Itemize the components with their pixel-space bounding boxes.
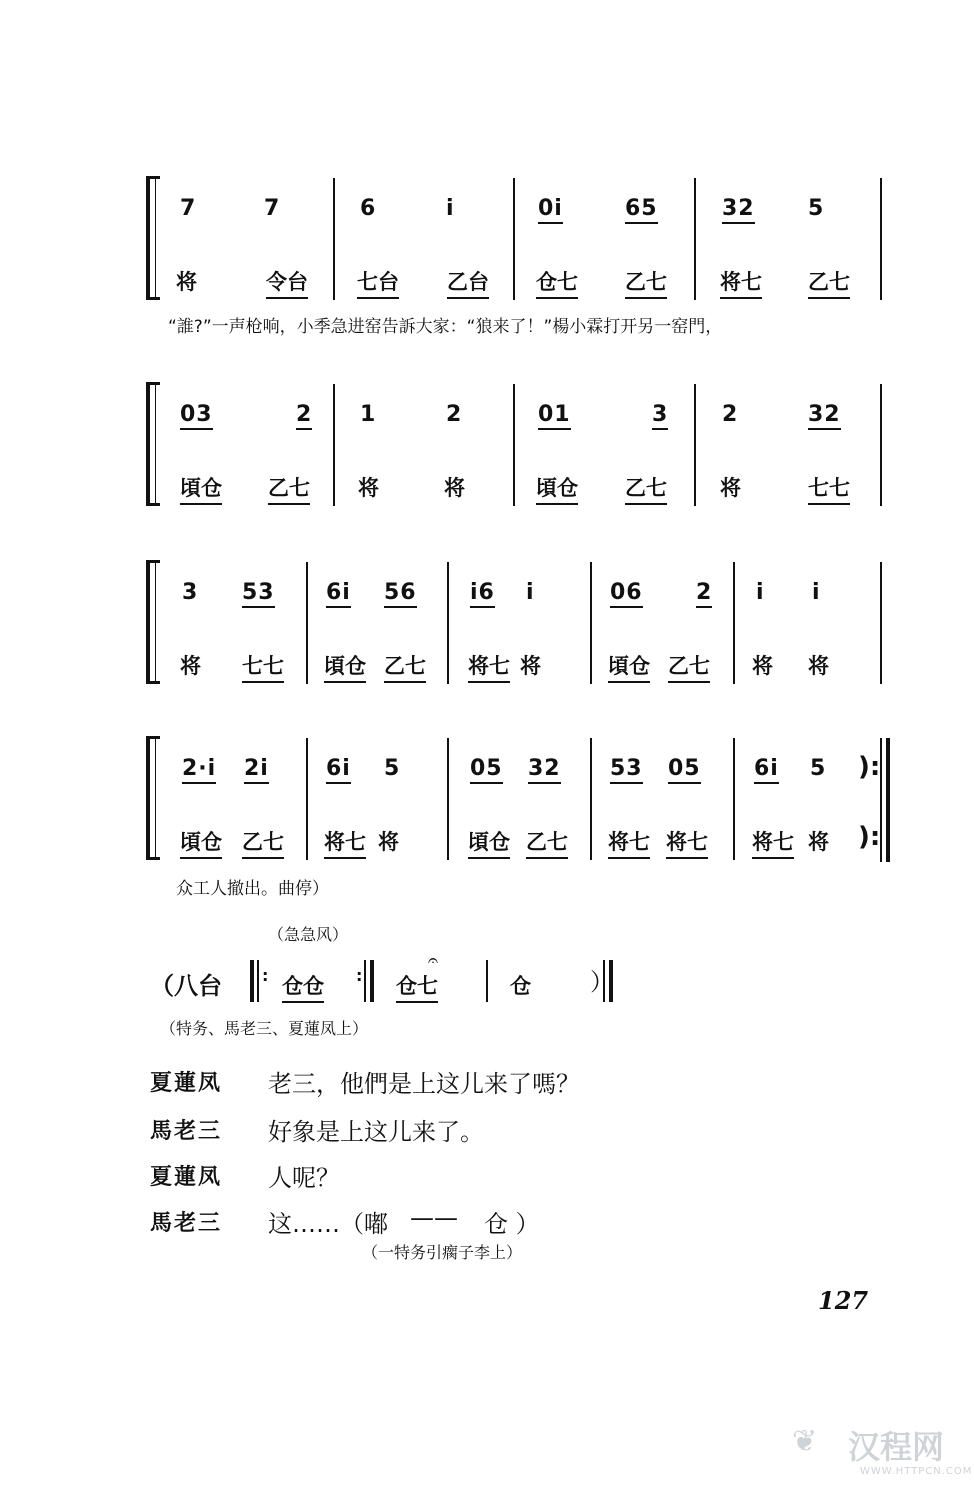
percussion-syllable: 乙七 (668, 650, 710, 683)
percussion-syllable: 将七 (468, 650, 510, 683)
note: 53 (610, 756, 643, 784)
percussion-syllable: 将 (444, 476, 465, 500)
interlude-open: （八台 (150, 972, 222, 1000)
percussion-syllable: 将 (176, 270, 197, 294)
barline (590, 562, 592, 684)
note: 1 (360, 402, 377, 427)
dialogue-line: 这……（嘟 (268, 1210, 388, 1238)
dialogue-line: 人呢？ (268, 1164, 340, 1192)
note: 2 (296, 402, 312, 430)
page-number: 127 (818, 1286, 869, 1315)
percussion-syllable: 頃仓 (608, 650, 650, 683)
note: 2i (244, 756, 269, 784)
percussion-syllable: 仓 (510, 974, 531, 998)
fermata-icon: 𝄐 (428, 950, 439, 971)
barline (447, 562, 449, 684)
speaker-name: 馬老三 (150, 1119, 223, 1144)
barline (590, 738, 592, 860)
tempo-marking: （急急风） (268, 925, 349, 944)
note: i (526, 580, 535, 605)
note: 0i (538, 196, 563, 224)
barline (306, 562, 308, 684)
repeat-dots: : (262, 966, 269, 985)
percussion-syllable: 将 (808, 830, 829, 854)
note: 32 (722, 196, 755, 224)
repeat-dots: : (356, 966, 363, 985)
note: 32 (528, 756, 561, 784)
percussion-syllable: 仓七 (396, 970, 438, 1003)
barline (880, 384, 882, 506)
percussion-syllable: 七七 (808, 472, 850, 505)
note: 65 (625, 196, 658, 224)
watermark-brand: 汉程网 (848, 1428, 945, 1466)
repeat-barline (250, 960, 254, 1002)
barline (880, 178, 882, 300)
barline (486, 960, 488, 1002)
percussion-syllable: 将 (180, 654, 201, 678)
stage-direction: （特务、馬老三、夏蓮凤上） (160, 1019, 369, 1038)
note: i6 (470, 580, 495, 608)
final-barline (603, 960, 605, 1002)
system-bracket (146, 560, 160, 684)
percussion-syllable: 頃仓 (180, 826, 222, 859)
interlude-close: ） (590, 968, 614, 996)
dialogue-dash: —— (410, 1204, 458, 1232)
note: 56 (384, 580, 417, 608)
percussion-syllable: 将 (720, 476, 741, 500)
repeat-sign: ): (858, 822, 881, 852)
barline (306, 738, 308, 860)
note: 2 (696, 580, 712, 608)
stage-direction: 众工人撤出。曲停） (176, 879, 329, 899)
system-bracket (146, 382, 160, 506)
percussion-syllable: 将七 (608, 826, 650, 859)
barline (333, 384, 335, 506)
note: 5 (810, 756, 827, 781)
barline (733, 562, 735, 684)
note: 6 (360, 196, 377, 221)
barline (733, 738, 735, 860)
percussion-syllable: 仓仓 (282, 970, 324, 1003)
percussion-syllable: 将 (520, 654, 541, 678)
note: 01 (538, 402, 571, 430)
percussion-syllable: 乙七 (384, 650, 426, 683)
repeat-barline (364, 960, 366, 1002)
note: 5 (808, 196, 825, 221)
note: 2 (722, 402, 739, 427)
percussion-syllable: 頃仓 (324, 650, 366, 683)
percussion-syllable: 将七 (752, 826, 794, 859)
percussion-syllable: 乙七 (526, 826, 568, 859)
repeat-sign: ): (858, 752, 881, 782)
percussion-syllable: 乙七 (625, 472, 667, 505)
note: 05 (668, 756, 701, 784)
note: 3 (652, 402, 668, 430)
speaker-name: 夏蓮凤 (150, 1071, 223, 1096)
speaker-name: 夏蓮凤 (150, 1165, 223, 1190)
watermark-logo-icon: ❦ (792, 1424, 818, 1459)
stage-direction: （一特务引瘸子李上） (362, 1243, 523, 1262)
percussion-syllable: 乙七 (808, 266, 850, 299)
note: 53 (242, 580, 275, 608)
note: 32 (808, 402, 841, 430)
percussion-syllable: 頃仓 (180, 472, 222, 505)
note: 03 (180, 402, 213, 430)
barline (333, 178, 335, 300)
watermark-url: WWW.HTTPCN.COM (860, 1466, 973, 1477)
percussion-syllable: 将七 (666, 826, 708, 859)
percussion-syllable: 乙七 (268, 472, 310, 505)
percussion-syllable: 将 (378, 830, 399, 854)
note: i (446, 196, 455, 221)
note: 05 (470, 756, 503, 784)
percussion-syllable: 仓七 (536, 266, 578, 299)
percussion-syllable: 将 (808, 654, 829, 678)
percussion-syllable: 令台 (266, 266, 308, 299)
barline (880, 562, 882, 684)
repeat-barline (257, 960, 259, 1002)
note: i (756, 580, 765, 605)
barline (694, 384, 696, 506)
barline (694, 178, 696, 300)
percussion-syllable: 七七 (242, 650, 284, 683)
note: i (812, 580, 821, 605)
note: 5 (384, 756, 401, 781)
percussion-syllable: 将七 (720, 266, 762, 299)
note: 7 (264, 196, 281, 221)
barline (513, 178, 515, 300)
note: 3 (182, 580, 199, 605)
note: 6i (754, 756, 779, 784)
dialogue-line: 老三，他們是上这儿来了嗎？ (268, 1070, 580, 1098)
note: 6i (326, 580, 351, 608)
note: 2 (446, 402, 463, 427)
stage-direction: “誰?”一声枪响，小季急进窑告訴大家：“狼来了！”楊小霖打开另一窑門， (168, 317, 723, 337)
system-bracket (146, 176, 160, 300)
note: 2·i (182, 756, 216, 784)
percussion-syllable: 頃仓 (536, 472, 578, 505)
percussion-syllable: 乙七 (625, 266, 667, 299)
percussion-syllable: 乙七 (242, 826, 284, 859)
system-bracket (146, 736, 160, 860)
note: 6i (326, 756, 351, 784)
percussion-syllable: 頃仓 (468, 826, 510, 859)
repeat-barline (370, 960, 374, 1002)
barline (513, 384, 515, 506)
percussion-syllable: 将 (752, 654, 773, 678)
dialogue-line: 好象是上这儿来了。 (268, 1118, 484, 1146)
percussion-syllable: 乙台 (447, 266, 489, 299)
final-barline (886, 738, 890, 862)
final-barline (609, 960, 613, 1002)
percussion-syllable: 七台 (357, 266, 399, 299)
percussion-syllable: 将七 (324, 826, 366, 859)
speaker-name: 馬老三 (150, 1211, 223, 1236)
barline (447, 738, 449, 860)
note: 7 (180, 196, 197, 221)
dialogue-tail: 仓 ） (484, 1210, 540, 1238)
percussion-syllable: 将 (358, 476, 379, 500)
note: 06 (610, 580, 643, 608)
final-barline (880, 738, 882, 862)
